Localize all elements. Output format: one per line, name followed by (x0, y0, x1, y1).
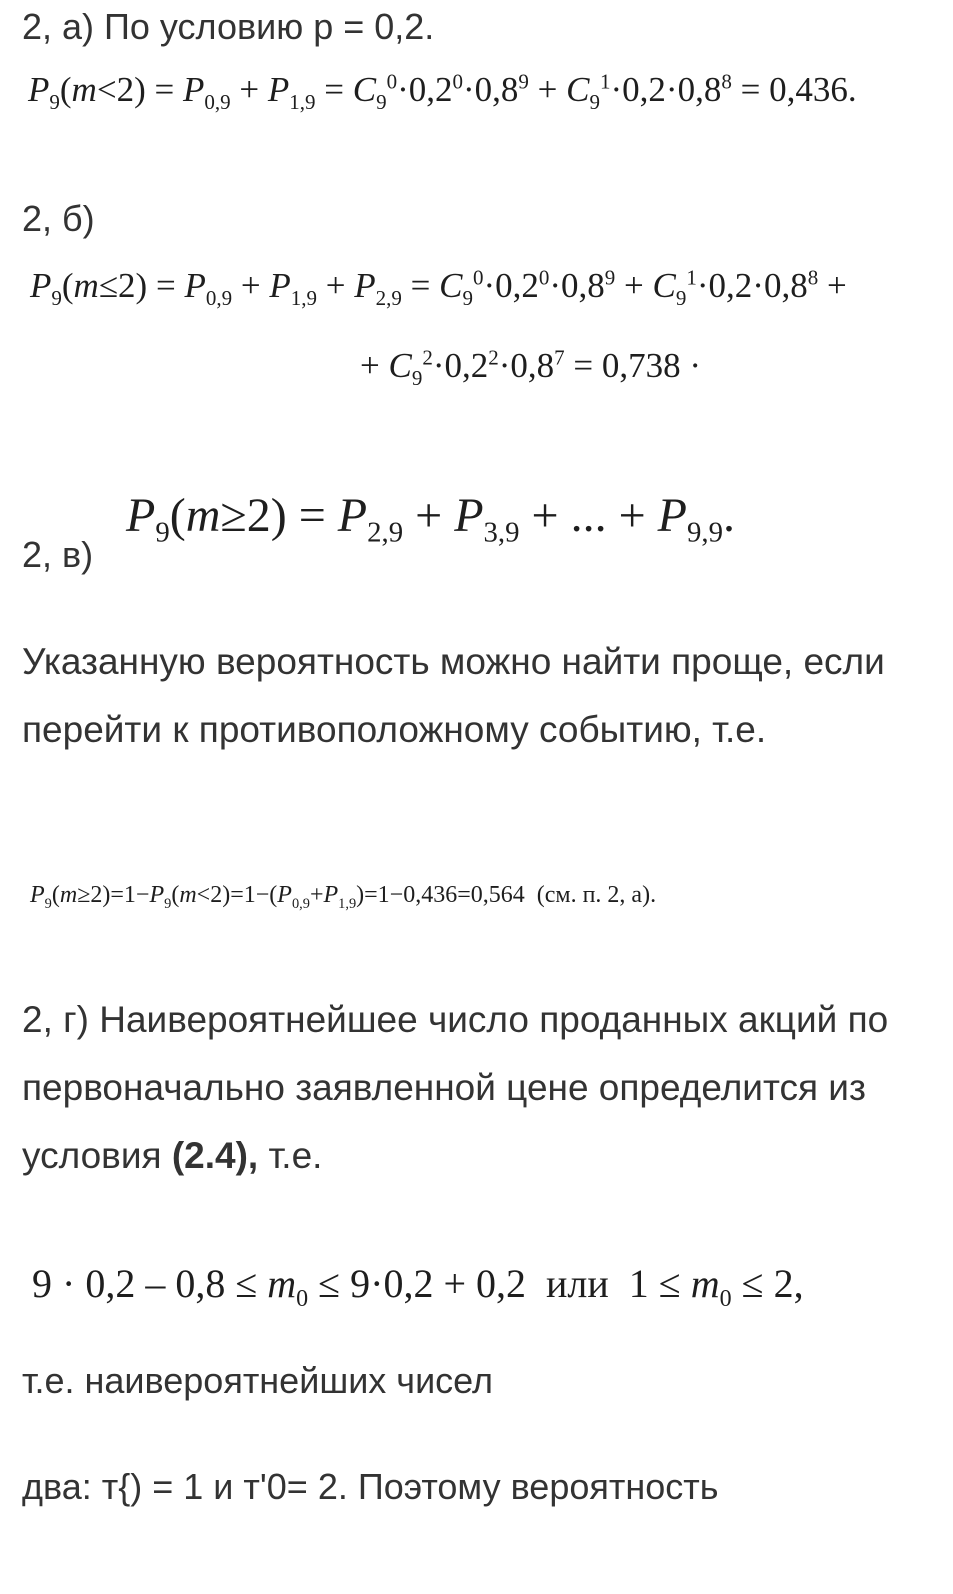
part-d-text (22, 986, 932, 1190)
part-d-text3: два: т{) = 1 и т'0= 2. Поэтому вероятность (22, 1466, 719, 1507)
part-b-formula-line2: + $C_9^2\cdot 0,2^2\cdot 0,8^7 = 0,738$ · (360, 345, 702, 390)
part-c-formula: $P_9(m\ge 2) = P_{2,9} + P_{3,9}$ + ... + $P_{9,9}$. (126, 489, 735, 549)
part-c-text: Указанную вероятность можно найти проще, если перейти к противоположному событию, т.е. (22, 641, 885, 750)
part-d-text2: т.е. наивероятнейших чисел (22, 1360, 494, 1401)
part-d-formula: $9 \cdot 0,2 - 0,8 \le m_0 \le 9\cdot 0,2 + 0,2$ или $1 \le m_0 \le 2$, (32, 1261, 804, 1312)
part-a-formula: $P_9(m<2) = P_{0,9} + P_{1,9} = C_9^0\cdot 0,2^0\cdot 0,8^9 + C_9^1\cdot 0,2\cdot 0,8^8 = 0,436$. (28, 69, 857, 114)
part-d-condition-ref: (2.4), (171, 1135, 259, 1176)
part-d-text-before: 2, г) Наивероятнейшее число проданных акций по первоначально заявленной цене определится из условия (22, 999, 889, 1176)
part-b-heading: 2, б) (22, 198, 95, 239)
part-a-heading: 2, а) По условию p = 0,2. (22, 6, 435, 47)
part-c-formula2: $P_9(m\ge 2)=1-P_9(m<2)=1-(P_{0,9}+P_{1,9})=1-0,436=0,564$ (см. п. 2, а). (30, 882, 657, 912)
part-b-formula-line1: $P_9(m\le 2) = P_{0,9} + P_{1,9} + P_{2,9} = C_9^0\cdot 0,2^0\cdot 0,8^9 + C_9^1\cdot 0,2\cdot 0,8^8$ + (30, 265, 847, 310)
part-c-heading: 2, в) (22, 534, 94, 575)
part-d-text-after: т.е. (258, 1135, 323, 1176)
